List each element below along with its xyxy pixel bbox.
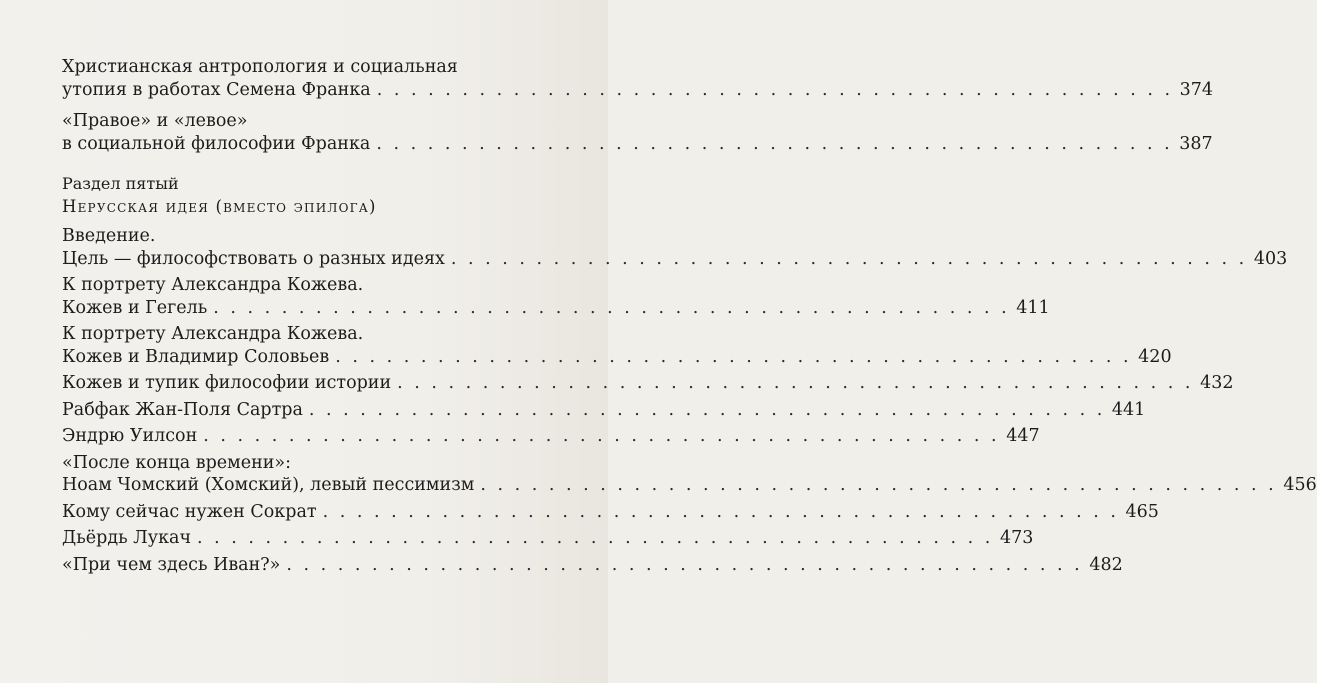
toc-entry-title-line: К портрету Александра Кожева. — [62, 275, 364, 295]
toc-page-number: 482 — [1089, 554, 1123, 575]
toc-entry-title-line: «Правое» и «левое» — [62, 111, 248, 131]
toc-page-number: 420 — [1138, 346, 1172, 367]
toc-leader-dots: . . . . . . . . . . . . . . . . . . . . . . . . . . . . . . . . . . . . . . . . . . . . . . . — [322, 501, 1119, 522]
toc-entry-title-line: в социальной философии Франка — [62, 133, 371, 154]
toc-page-number: 465 — [1125, 501, 1159, 522]
toc-entry-title-line: Ноам Чомский (Хомский), левый пессимизм — [62, 475, 475, 495]
toc-entry-title-line: Рабфак Жан-Поля Сартра — [62, 399, 303, 420]
toc-page-number: 447 — [1006, 426, 1040, 446]
toc-entry — [62, 501, 1159, 524]
toc-page-number: 387 — [1179, 133, 1213, 154]
toc-leader-dots: . . . . . . . . . . . . . . . . . . . . . . . . . . . . . . . . . . . . . . . . . . . . . . . — [397, 373, 1194, 393]
toc-entry-title-line: Введение. — [62, 226, 156, 246]
toc-entry-title-line: «При чем здесь Иван?» — [62, 554, 281, 575]
toc-leader-dots: . . . . . . . . . . . . . . . . . . . . . . . . . . . . . . . . . . . . . . . . . . . . . . . — [376, 79, 1174, 100]
toc-entry-title-line: Кожев и Владимир Соловьев — [62, 346, 330, 367]
toc-entry-title-line: «После конца времени»: — [62, 452, 292, 473]
toc-leader-dots: . . . . . . . . . . . . . . . . . . . . . . . . . . . . . . . . . . . . . . . . . . . . . . . — [335, 346, 1132, 367]
toc-entry-title-line: Цель — философствовать о разных идеях — [62, 248, 445, 269]
toc-entry — [62, 372, 1234, 395]
toc-entry-title-line: Христианская антропология и социальная — [62, 57, 458, 77]
toc-entry-title-line: К портрету Александра Кожева. — [62, 324, 364, 344]
toc-entry-title-line: Кожев и Гегель — [62, 297, 208, 318]
toc-entry-title-line: Кому сейчас нужен Сократ — [62, 501, 317, 522]
toc-entry — [62, 452, 1317, 497]
toc-entry — [62, 274, 1050, 319]
toc-leader-dots: . . . . . . . . . . . . . . . . . . . . . . . . . . . . . . . . . . . . . . . . . . . . . . . — [197, 528, 994, 548]
section-title: Нерусская идея (вместо эпилога) — [62, 197, 377, 216]
toc-leader-dots: . . . . . . . . . . . . . . . . . . . . . . . . . . . . . . . . . . . . . . . . . . . . . . . — [480, 475, 1277, 495]
toc-entry — [62, 323, 1172, 368]
toc-page-number: 441 — [1111, 399, 1146, 420]
toc-leader-dots: . . . . . . . . . . . . . . . . . . . . . . . . . . . . . . . . . . . . . . . . . . . . . . . — [286, 554, 1083, 575]
toc-entry — [62, 425, 1040, 448]
toc-entry — [62, 527, 1034, 550]
toc-leader-dots: . . . . . . . . . . . . . . . . . . . . . . . . . . . . . . . . . . . . . . . . . . . . . . . — [376, 133, 1173, 154]
toc-leader-dots: . . . . . . . . . . . . . . . . . . . . . . . . . . . . . . . . . . . . . . . . . . . . . . . — [450, 248, 1248, 269]
toc-leader-dots: . . . . . . . . . . . . . . . . . . . . . . . . . . . . . . . . . . . . . . . . . . . . . . . — [203, 426, 1000, 446]
toc-entry-title-line: Кожев и тупик философии истории — [62, 373, 392, 393]
toc-entry — [62, 225, 1288, 270]
toc-entry — [62, 56, 1214, 101]
toc-entry-title-line: утопия в работах Семена Франка — [62, 79, 371, 100]
toc-page-number: 456 — [1283, 475, 1317, 495]
toc-entry — [62, 399, 1146, 422]
table-of-contents — [62, 56, 1317, 576]
toc-page-number: 473 — [999, 528, 1034, 548]
toc-entry-title-line: Дьёрдь Лукач — [62, 528, 192, 548]
toc-page-number: 374 — [1179, 79, 1214, 100]
toc-entry — [62, 554, 1123, 577]
toc-leader-dots: . . . . . . . . . . . . . . . . . . . . . . . . . . . . . . . . . . . . . . . . . . . . . . . — [213, 297, 1010, 318]
toc-page-number: 403 — [1253, 248, 1288, 269]
toc-entry-title-line: Эндрю Уилсон — [62, 426, 198, 446]
section-label: Раздел пятый — [62, 174, 179, 193]
toc-page-number: 411 — [1016, 297, 1050, 318]
toc-entry — [62, 110, 1213, 155]
toc-leader-dots: . . . . . . . . . . . . . . . . . . . . . . . . . . . . . . . . . . . . . . . . . . . . . . . — [308, 399, 1106, 420]
toc-page-number: 432 — [1200, 373, 1234, 393]
